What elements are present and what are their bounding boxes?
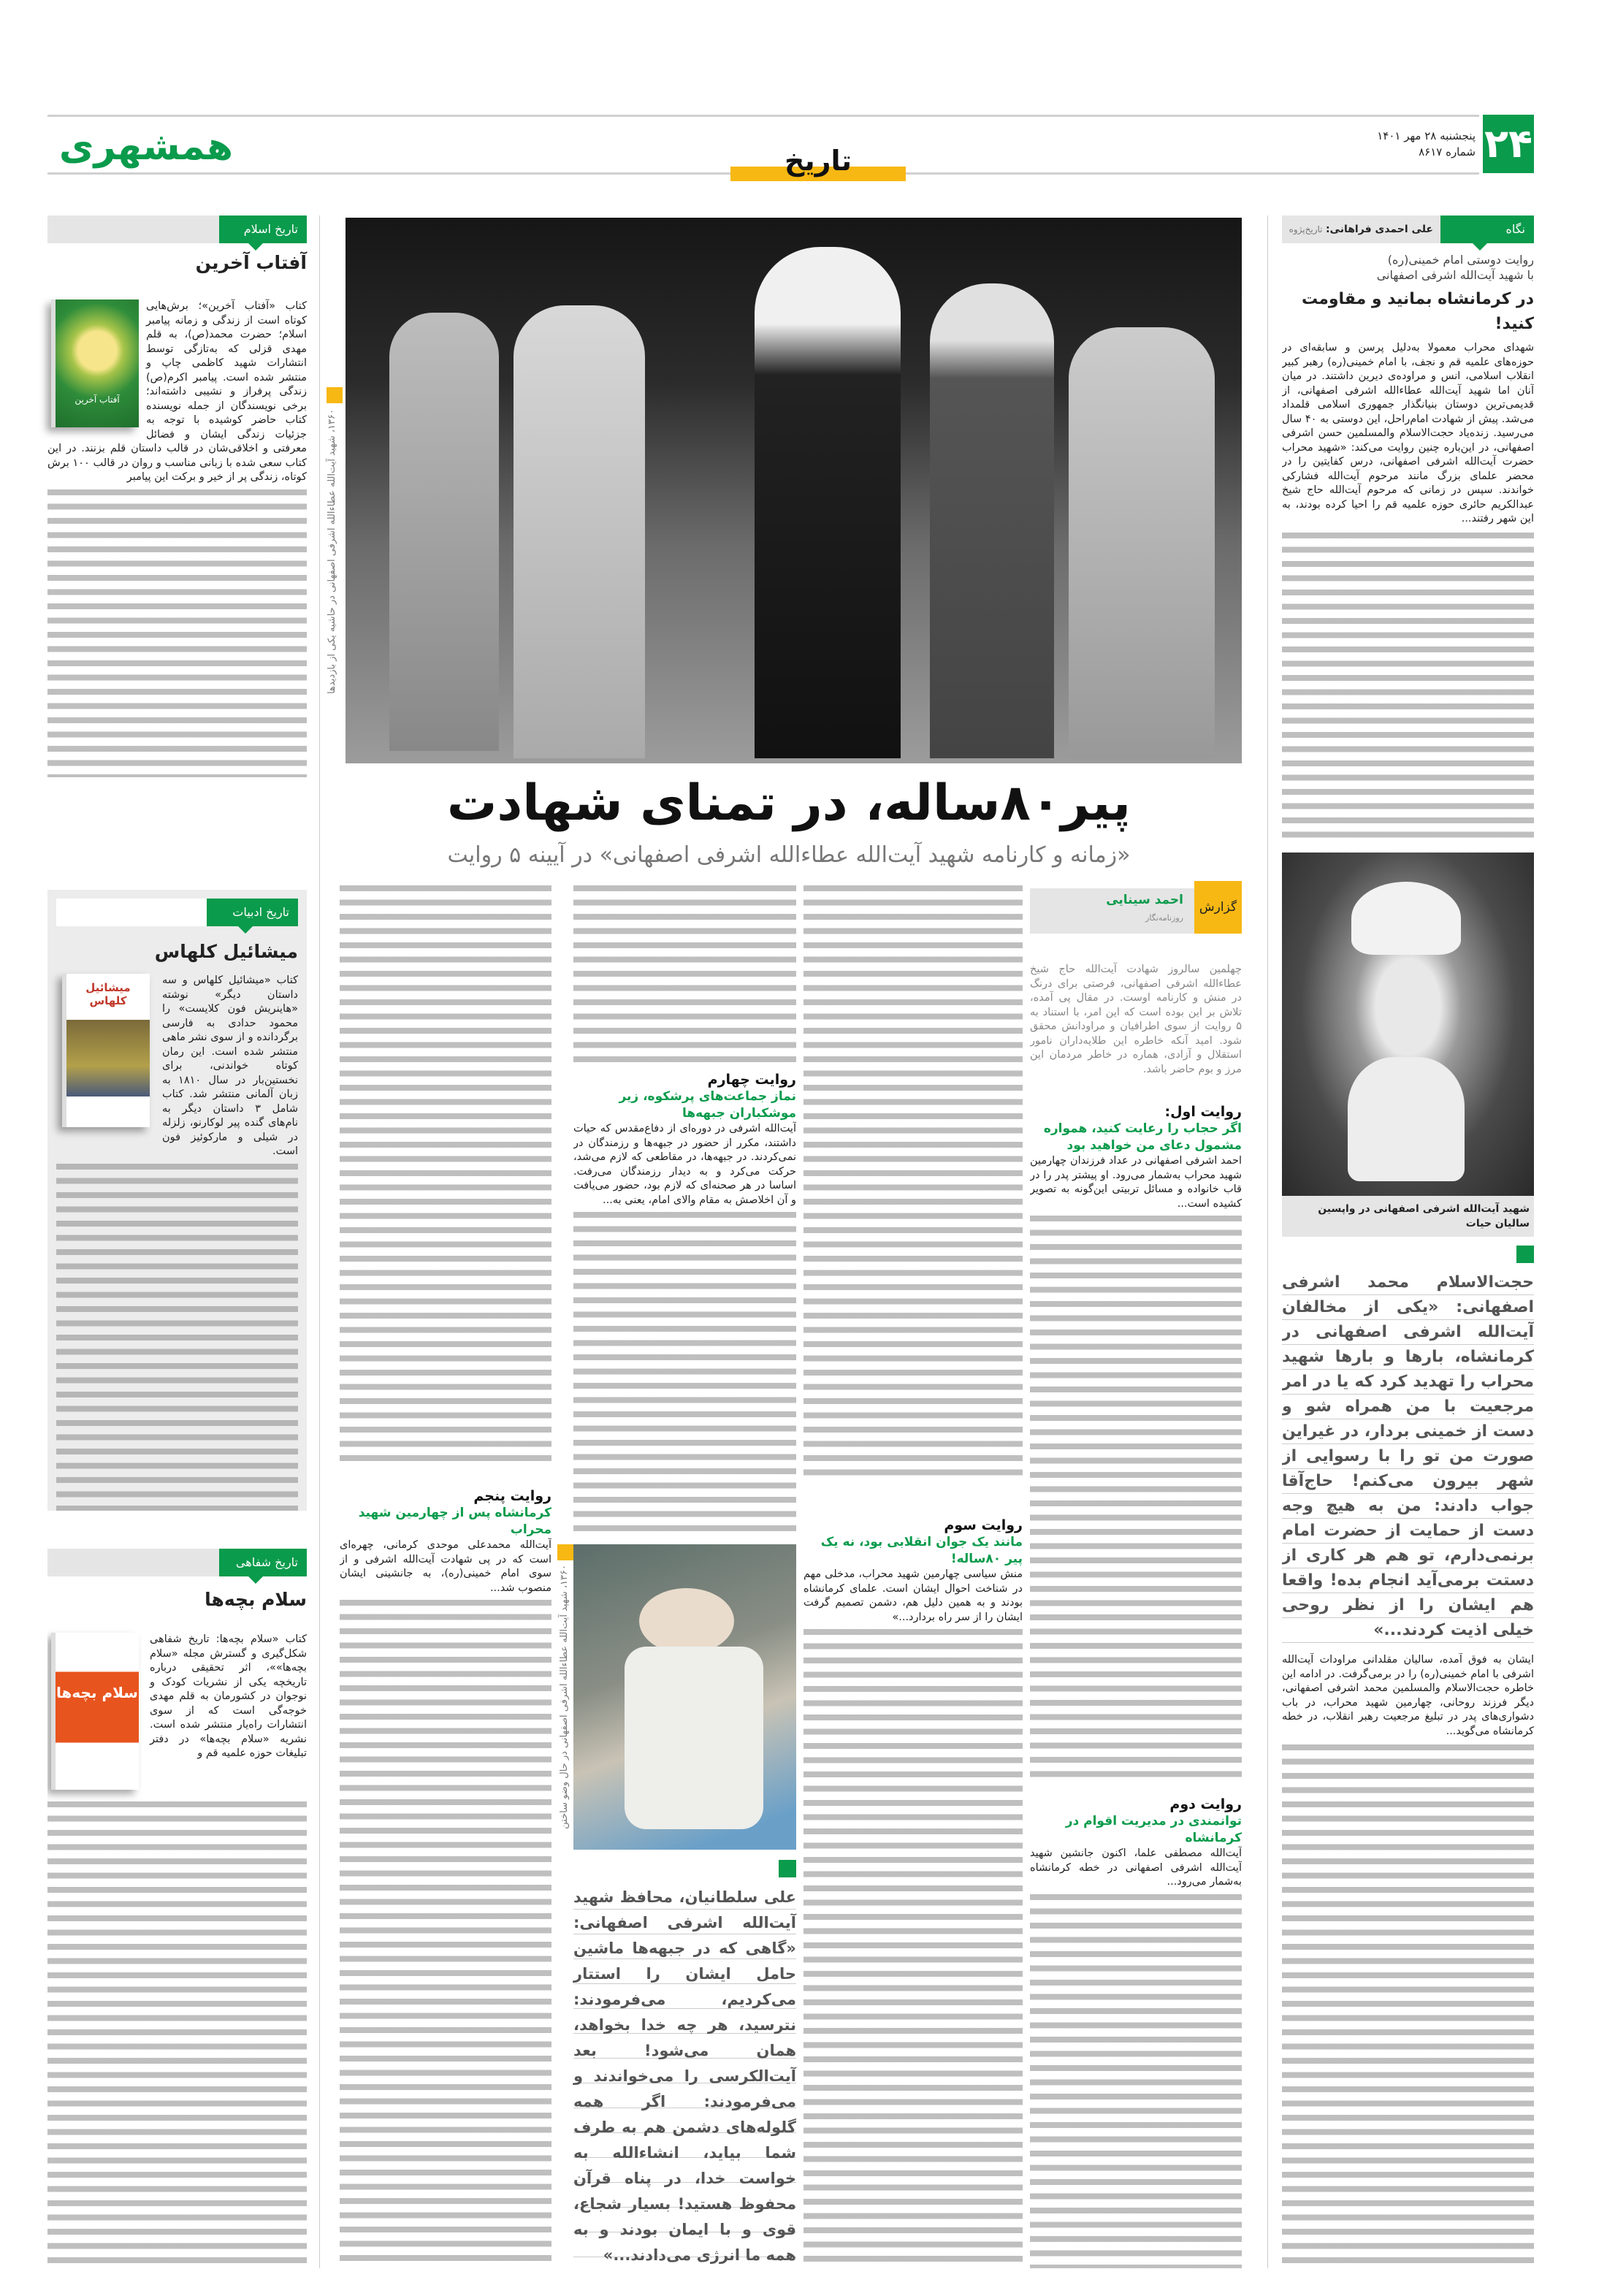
narrative-4-label: روایت چهارم	[707, 1072, 796, 1088]
issue-info	[1359, 128, 1476, 160]
quote-marker	[779, 1860, 796, 1877]
opinion-body: شهدای محراب معمولا به‌دلیل پرسن و سابقه‌ای در حوزه‌های علمیه قم و نجف، با امام خمینی(ره) رهبر کبیر انقلاب اسلامی، انس و مراوده‌ی دیرین داشتند. در میان آنان اما شهید آیت‌الله عطاءالله اشرفی اصفهانی، از قدیمی‌ترین دوستان بنیانگذار جمهوری اسلامی قلمداد می‌شد. پیش از شهادت امام‌راحل، این دوستی به ۴۰ سال می‌رسید. زنده‌یاد حجت‌الاسلام والمسلمین حسن اشرفی اصفهانی، در این‌باره چنین روایت می‌کند: «شهید محراب حضرت آیت‌الله اشرفی اصفهانی، درس کفایتین را در محضر علمای بزرگ مانند مرحوم آیت‌الله فشارکی خواندند. سپس در زمانی که مرحوم آیت‌الله حاج شیخ عبدالکریم حائری حوزه علمیه قم را احیا کرده بودند، به این شهر رفتند...	[1282, 341, 1534, 845]
article-column-1	[1030, 881, 1242, 2268]
column-divider	[319, 216, 320, 2268]
pull-quote: حجت‌الاسلام محمد اشرفی اصفهانی: «یکی از مخالفان آیت‌الله اشرفی اصفهانی در کرمانشاه، بارها و بارها شهید محراب را تهدید کرد که یا در امر مرجعیت با من همراه شو و دست از خمینی بردار، در غیراین صورت من تو را با رسوایی از شهر بیرون می‌کنم! حاج‌آقا جواب دادند: من به هیچ وجه دست از حمایت از حضرت امام برنمی‌دارم، تو هم هر کاری از دستت برمی‌آید انجام بده! واقعا هم ایشان را از نظر روحی خیلی اذیت کردند...»	[1282, 1270, 1534, 1643]
book-cover: آفتاب آخرین	[51, 300, 139, 427]
portrait-photo	[1282, 853, 1534, 1196]
beard-shape	[1348, 1057, 1465, 1181]
opinion-headline: در کرمانشاه بمانید و مقاومت کنید!	[1301, 290, 1534, 333]
issue-number: شماره ۸۶۱۷	[1419, 145, 1476, 159]
narrative-1-text: احمد اشرفی اصفهانی در عداد فرزندان چهارمین شهید محراب به‌شمار می‌رود. او پیشتر پدر را در قاب خانواده و مسائل تربیتی این‌گونه به تصویر کشیده است...	[1030, 1155, 1242, 1210]
narrative-2-title: توانمندی در مدیریت اقوام در کرمانشاه	[1065, 1814, 1242, 1845]
narrative-3-text: منش سیاسی چهارمین شهید محراب، مدخلی مهم در شناخت احوال ایشان است. علمای کرمانشاه بودند و به همین دلیل هم، دشمن تصمیم گرفت ایشان را از سر راه بردارد...»	[804, 1568, 1023, 1623]
opinion-header	[1282, 216, 1534, 243]
right-column	[1282, 216, 1534, 2268]
narrative-5-label: روایت پنجم	[473, 1488, 551, 1504]
main-photo	[346, 218, 1242, 763]
article-column-2	[804, 881, 1023, 2268]
kicker: روایت دوستی امام خمینی(ره) با شهید آیت‌الله اشرفی اصفهانی	[1376, 253, 1534, 282]
narrative-5-title: کرمانشاه پس از چهارمین شهید محراب	[358, 1506, 551, 1537]
newspaper-logo: همشهری	[58, 125, 234, 169]
article-intro: چهلمین سالروز شهادت آیت‌الله حاج شیخ عطاءالله اشرفی اصفهانی، فرصتی برای درنگ در منش و کارنامه اوست. در مقال پی آمده، تلاش بر این بوده است که این امر، با استناد به ۵ روایت از سوی اطرافیان و مراودانش محقق شود. امید آنکه خاطره این طلایه‌داران نامور استقلال و آزادی، هماره در خاطر مردمان این مرز و بوم حاضر باشد.	[1030, 964, 1242, 1075]
top-rule	[47, 115, 1479, 117]
ablution-photo	[573, 1544, 796, 1850]
turban-shape	[1351, 882, 1461, 955]
book-review-2	[47, 890, 307, 1511]
author-name: علی احمدی فراهانی:	[1325, 224, 1433, 235]
issue-date: پنجشنبه ۲۸ مهر ۱۴۰۱	[1377, 129, 1476, 142]
tag-label: تاریخ ادبیات	[207, 899, 298, 926]
main-subheadline: «زمانه و کارنامه شهید آیت‌الله عطاءالله اشرفی اصفهانی» در آیینه ۵ روایت	[447, 842, 1131, 868]
portrait-caption: شهید آیت‌الله اشرفی اصفهانی در واپسین سالیان حیات	[1282, 1196, 1534, 1237]
byline-role: روزنامه‌نگار	[1145, 913, 1183, 923]
ablution-photo-caption: ۱۳۶۰، شهید آیت‌الله عطاءالله اشرفی اصفهانی در حال وضو ساختن	[559, 1565, 570, 1829]
article-column-4	[340, 881, 551, 2268]
section-title: تاریخ	[730, 142, 906, 186]
review-title: سلام بچه‌ها	[205, 1589, 307, 1610]
narrative-3-label: روایت سوم	[944, 1517, 1023, 1533]
narrative-4-title: نماز جماعت‌های پرشکوه، زیر موشکباران جبهه‌ها	[619, 1089, 796, 1121]
main-photo-caption: ۱۳۶۰، شهید آیت‌الله عطاءالله اشرفی اصفهانی در حاشیه یکی از بازدیدها	[327, 409, 337, 694]
main-article	[336, 767, 1242, 2268]
quote-marker	[1516, 1246, 1534, 1263]
narrative-5-text: آیت‌الله محمدعلی موحدی کرمانی، چهره‌ای است که در پی شهادت آیت‌الله اشرفی و از سوی امام خمینی(ره)، به جانشینی ایشان منصوب شد...	[340, 1539, 551, 1594]
column-divider	[1267, 216, 1268, 2268]
author-role: تاریخ‌پژوه	[1289, 224, 1323, 234]
narrative-1-title: اگر حجاب را رعایت کنید، همواره مشمول دعای من خواهید بود	[1043, 1121, 1242, 1153]
review-text: کتاب «آفتاب آخرین»؛ برش‌هایی کوتاه است از زندگی و زمانه پیامبر اسلام؛ حضرت محمد(ص)، به قلم مهدی قزلی که به‌تازگی توسط انتشارات شهید کاظمی چاپ و منتشر شده است. پیامبر اکرم(ص) زندگی پرفراز و نشیبی داشته‌اند؛ برخی نویسندگان از جمله نویسنده کتاب حاضر کوشیده با توجه به جزئیات زندگی ایشان و فضائل معرفتی و اخلاقی‌شان در قالب داستان قلم بزنند. در این کتاب سعی شده با زبانی مناسب و روان در قالب ۱۰۰ برش کوتاه، زندگی پر از خیر و برکت این پیامبر	[47, 300, 307, 483]
book-cover: سلام بچه‌ها	[51, 1633, 139, 1790]
narrative-2-label: روایت دوم	[1169, 1796, 1242, 1812]
tag-label: تاریخ اسلام	[219, 216, 307, 243]
opinion-body-continued: ایشان به فوق آمده، سالیان مقلدانی مراودات آیت‌الله اشرفی با امام خمینی(ره) را در برمی‌گرفت. در ادامه این خاطره حجت‌الاسلام والمسلمین محمد اشرفی اصفهانی، دیگر فرزند روحانی، چهارمین شهید محراب، در باب دشواری‌های پدر در تبلیغ مرجعیت رهبر انقلاب، در خطه کرمانشاه می‌گوید...	[1282, 1653, 1534, 2268]
narrative-3-title: مانند یک جوان انقلابی بود، نه یک پیر ۸۰ساله!	[820, 1535, 1023, 1566]
byline-name: احمد سینایی	[1106, 893, 1183, 907]
pull-quote-2: علی سلطانیان، محافظ شهید آیت‌الله اشرفی اصفهانی: «گاهی که در جبهه‌ها ماشین حامل ایشان را استتار می‌کردیم، می‌فرمودند: نترسید، هر چه خدا بخواهد، همان می‌شود! بعد آیت‌الکرسی را می‌خواندند و می‌فرمودند: اگر همه گلوله‌های دشمن هم به طرف شما بیاید، انشاءالله به خواست خدا، در پناه قرآن محفوظ هستید! بسیار شجاع، قوی و با ایمان بودند و به همه ما انرژی می‌دادند...»	[573, 1885, 796, 2268]
review-text: کتاب «سلام بچه‌ها: تاریخ شفاهی شکل‌گیری و گسترش مجله «سلام بچه‌ها»»، اثر تحقیقی درباره تاریخچه یکی از نشریات کودک و نوجوان در کشورمان به قلم مهدی خوجه‌گی است که از سوی انتشارات راه‌یار منتشر شده است. نشریه «سلام بچه‌ها» در دفتر تبلیغات حوزه علمیه قم و	[150, 1633, 307, 1759]
narrative-1-label: روایت اول:	[1164, 1104, 1242, 1120]
review-title: آفتاب آخرین	[195, 252, 307, 273]
review-text: کتاب «میشائیل کلهاس و سه داستان دیگر» نوشته «هاینریش فون کلایست» را محمود حدادی به فارسی برگردانده و از سوی نشر ماهی منتشر شده است. این رمان کوتاه خواندنی، برای نخستین‌بار در سال ۱۸۱۰ به زبان آلمانی منتشر شد. کتاب شامل ۳ داستان دیگر به نام‌های گنده پیر لوکارنو، زلزله در شیلی و مارکوئیز فون است.	[162, 975, 299, 1157]
caption-marker	[327, 387, 343, 403]
narrative-4-text: آیت‌الله اشرفی در دوره‌ای از دفاع‌مقدس که حیات داشتند، مکرر از حضور در جبهه‌ها و رزمندگان در نمی‌کردند. در جبهه‌ها، در مقاطعی که لازم می‌شد، حرکت می‌کرد و به دیدار رزمندگان می‌رفت. اساسا در هر صحنه‌ای که لازم بود، حضور می‌یافت و آن اخلاصش به مقام والای امام، یعنی به...	[573, 1123, 796, 1206]
byline-tag: گزارش	[1194, 881, 1242, 934]
book-review-1	[47, 216, 307, 858]
tag-label: تاریخ شفاهی	[219, 1549, 307, 1576]
narrative-2-text: آیت‌الله مصطفی علما، اکنون جانشین شهید آیت‌الله اشرفی اصفهانی در خطه کرمانشاه به‌شمار می‌رود...	[1030, 1847, 1242, 1888]
book-review-3	[47, 1549, 307, 2265]
article-columns	[336, 881, 1242, 2268]
review-title: میشائیل کلهاس	[154, 941, 298, 962]
article-column-3	[559, 881, 796, 2268]
page-number: ۲۴	[1483, 115, 1534, 173]
main-headline: پیر۸۰ساله، در تمنای شهادت	[447, 774, 1131, 832]
tag-label: نگاه	[1440, 216, 1534, 243]
byline	[1030, 888, 1242, 934]
caption-marker	[557, 1544, 573, 1560]
book-cover: میشائیل کلهاس	[62, 974, 150, 1127]
